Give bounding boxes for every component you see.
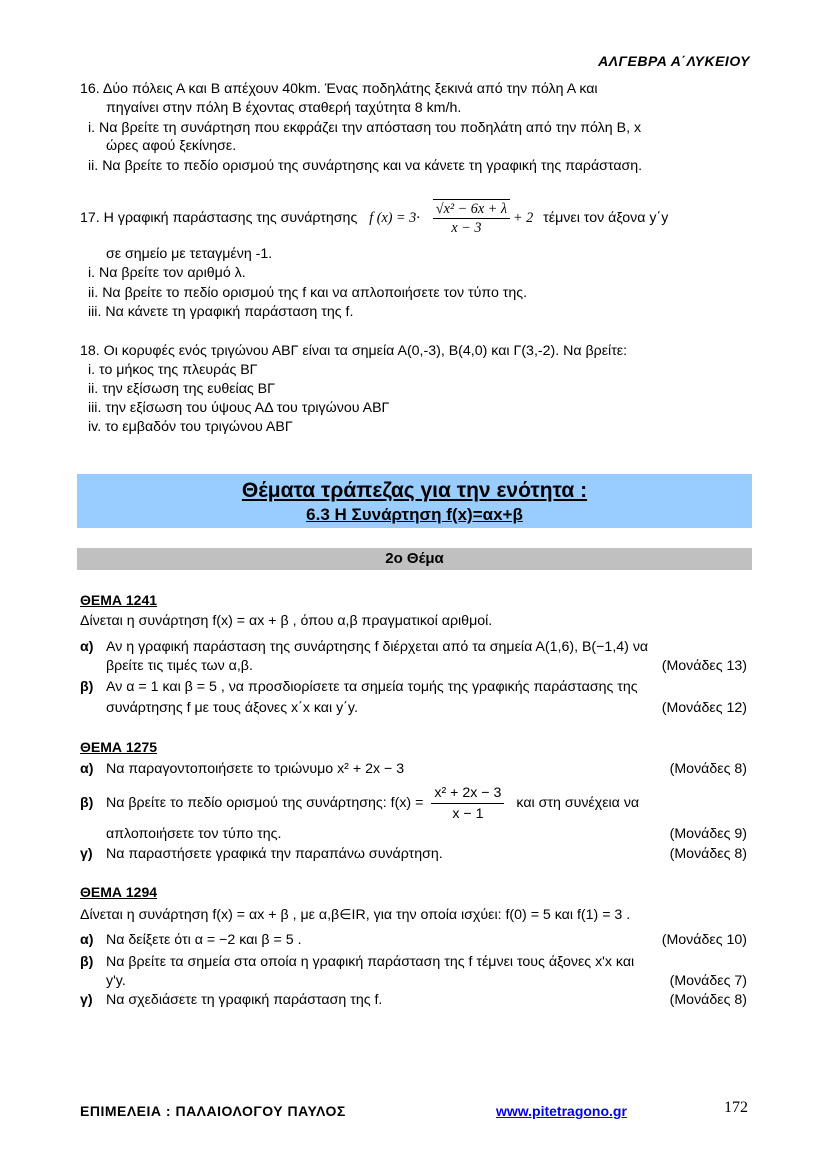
theme-1275-b-line-2: απλοποιήσετε τον τύπο της. xyxy=(106,826,282,842)
ex16-line-3: i. Να βρείτε τη συνάρτηση που εκφράζει την απόσταση του ποδηλάτη από την πόλη Β, x xyxy=(88,120,642,136)
banner-title: Θέματα τράπεζας για την ενότητα : xyxy=(241,479,588,502)
theme-1294-a-label: α) xyxy=(80,932,94,948)
theme-1294-intro: Δίνεται η συνάρτηση f(x) = αx + β , με α,β∈IR, για την οποία ισχύει: f(0) = 5 και f(1) = 3 . xyxy=(80,907,631,923)
theme-1241-b-line-2: συνάρτησης f με τους άξονες x΄x και y΄y. xyxy=(106,700,358,716)
theme-1294-b-points: (Μονάδες 7) xyxy=(669,973,747,989)
ex17-post: τέμνει τον άξονα y΄y xyxy=(543,210,669,226)
ex18-line-5: iv. το εμβαδόν του τριγώνου ΑΒΓ xyxy=(88,419,293,435)
theme-1275-b-points: (Μονάδες 9) xyxy=(669,826,747,842)
ex17-numerator: √x² − 6x + λ xyxy=(433,199,510,219)
theme-1241-a-points: (Μονάδες 13) xyxy=(661,658,747,674)
ex16-line-1: 16. Δύο πόλεις Α και Β απέχουν 40km. Ένας ποδηλάτης ξεκινά από την πόλη Α και xyxy=(80,81,598,97)
ex16-line-4: ώρες αφού ξεκίνησε. xyxy=(106,138,237,154)
ex18-line-1: 18. Οι κορυφές ενός τριγώνου ΑΒΓ είναι τα σημεία Α(0,-3), Β(4,0) και Γ(3,-2). Να βρείτε: xyxy=(80,343,628,359)
theme-1275-a-line-1: Να παραγοντοποιήσετε το τριώνυμο x² + 2x − 3 xyxy=(106,761,405,777)
theme-1294-b-label: β) xyxy=(80,954,94,970)
ex18-line-3: ii. την εξίσωση της ευθείας ΒΓ xyxy=(88,381,275,397)
theme-1275-c-label: γ) xyxy=(80,846,93,862)
theme-1275-b-line-1 xyxy=(106,780,639,826)
ex17-plus: + 2 xyxy=(513,210,534,226)
subheader-theme-2: 2ο Θέμα xyxy=(77,548,752,570)
ex17-line-3: i. Να βρείτε τον αριθμό λ. xyxy=(88,265,246,281)
theme-1275-b-post: και στη συνέχεια να xyxy=(516,795,640,811)
ex17-line-1 xyxy=(80,196,668,240)
ex18-line-2: i. το μήκος της πλευράς ΒΓ xyxy=(88,362,258,378)
theme-1275-a-points: (Μονάδες 8) xyxy=(669,761,747,777)
theme-1241-b-line-1: Αν α = 1 και β = 5 , να προσδιορίσετε τα σημεία τομής της γραφικής παράστασης της xyxy=(106,679,638,695)
theme-1275-a-label: α) xyxy=(80,761,94,777)
ex17-line-4: ii. Να βρείτε το πεδίο ορισμού της f και να απλοποιήσετε τον τύπο της. xyxy=(88,285,528,301)
banner-subtitle: 6.3 Η Συνάρτηση f(x)=αx+β xyxy=(306,505,523,524)
theme-1241-a-label: α) xyxy=(80,639,94,655)
theme-1241-intro: Δίνεται η συνάρτηση f(x) = αx + β , όπου α,β πραγματικοί αριθμοί. xyxy=(80,613,493,629)
theme-1294-b-line-2: y'y. xyxy=(106,973,126,989)
ex17-line-5: iii. Να κάνετε τη γραφική παράσταση της f. xyxy=(88,304,354,320)
theme-1294-b-line-1: Να βρείτε τα σημεία στα οποία η γραφική παράσταση της f τέμνει τους άξονες x'x και xyxy=(106,954,635,970)
theme-1294-c-label: γ) xyxy=(80,992,93,1008)
theme-1275-c-line-1: Να παραστήσετε γραφικά την παραπάνω συνάρτηση. xyxy=(106,846,443,862)
ex18-line-4: iii. την εξίσωση του ύψους ΑΔ του τριγώνου ΑΒΓ xyxy=(88,400,390,416)
ex16-line-5: ii. Να βρείτε το πεδίο ορισμού της συνάρτησης και να κάνετε τη γραφική της παράσταση. xyxy=(88,158,643,174)
theme-1275-fraction xyxy=(431,783,504,824)
ex16-line-2: πηγαίνει στην πόλη Β έχοντας σταθερή ταχύτητα 8 km/h. xyxy=(106,100,462,116)
theme-1275-title: ΘΕΜΑ 1275 xyxy=(80,739,158,755)
theme-1241-b-label: β) xyxy=(80,679,94,695)
theme-1275-c-points: (Μονάδες 8) xyxy=(669,846,747,862)
footer-website-link[interactable]: www.pitetragono.gr xyxy=(496,1103,627,1119)
theme-1294-a-line-1: Να δείξετε ότι α = −2 και β = 5 . xyxy=(106,932,302,948)
ex17-denominator: x − 3 xyxy=(451,220,482,237)
section-banner xyxy=(77,474,752,528)
theme-1241-a-line-2: βρείτε τις τιμές των α,β. xyxy=(106,658,253,674)
ex17-fraction xyxy=(423,199,510,237)
theme-1275-b-label: β) xyxy=(80,795,94,811)
theme-1294-c-line-1: Να σχεδιάσετε τη γραφική παράσταση της f. xyxy=(106,992,383,1008)
theme-1241-a-line-1: Αν η γραφική παράσταση της συνάρτησης f διέρχεται από τα σημεία Α(1,6), Β(−1,4) να xyxy=(106,639,649,655)
ex17-fx: f (x) = 3· xyxy=(369,210,420,226)
theme-1241-b-points: (Μονάδες 12) xyxy=(661,700,747,716)
page-number: 172 xyxy=(724,1099,748,1116)
theme-1275-denominator: x − 1 xyxy=(452,805,484,822)
footer-author: ΕΠΙΜΕΛΕΙΑ : ΠΑΛΑΙΟΛΟΓΟΥ ΠΑΥΛΟΣ xyxy=(80,1103,346,1119)
ex17-line-2: σε σημείο με τεταγμένη -1. xyxy=(106,246,273,262)
theme-1294-title: ΘΕΜΑ 1294 xyxy=(80,884,158,900)
theme-1275-numerator: x² + 2x − 3 xyxy=(431,783,504,804)
theme-1294-c-points: (Μονάδες 8) xyxy=(669,992,747,1008)
page-header-title: ΑΛΓΕΒΡΑ Α΄ΛΥΚΕΙΟΥ xyxy=(598,53,750,69)
ex17-pre: 17. Η γραφική παράστασης της συνάρτησης xyxy=(80,210,358,226)
theme-1275-b-pre: Να βρείτε το πεδίο ορισμού της συνάρτησης: f(x) = xyxy=(106,795,424,811)
theme-1294-a-points: (Μονάδες 10) xyxy=(661,932,747,948)
theme-1241-title: ΘΕΜΑ 1241 xyxy=(80,592,158,608)
